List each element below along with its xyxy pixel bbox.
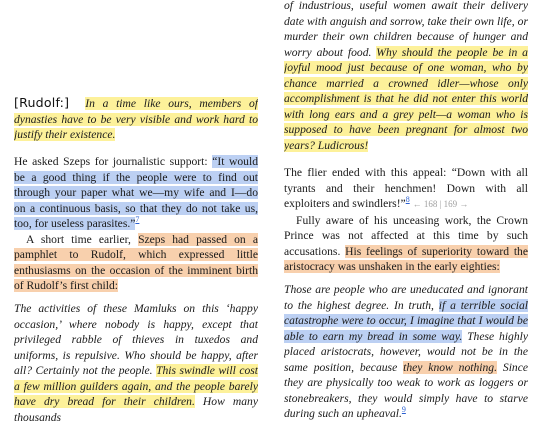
highlight-orange: Szeps had passed on a pamphlet to Rudolf, which expressed little enthusiasms on the occasion of the imminent birth of Rudolf’s first child: [14, 232, 258, 292]
right-page-column [284, 0, 528, 426]
text-run: He asked Szeps for journalistic support: [14, 155, 213, 168]
footnote-link-7[interactable]: 7 [135, 215, 140, 225]
highlight-blue: “It would be a good thing if the people were to find out through your paper what we—my wife and I—do on a continuous basis, so that they do not take us, too, for useless parasites.” [14, 155, 258, 230]
highlight-yellow: Why should the people be in a joyful mood just because of one woman, who by chance married a crowned idler—whose only accomplishment is that he did not enter this world with long ears and a grey pelt—a woman who is supposed to have been pregnant for almost two years? Ludicrous! [284, 45, 528, 152]
highlight-yellow: In a time like ours, members of dynasties have to be very visible and work hard to justify their existence. [14, 97, 258, 141]
speaker-label: [Rudolf:] [14, 95, 70, 110]
para-runs [284, 214, 528, 274]
page-break-marker: ← 168 | 169 → [412, 199, 469, 209]
quote-industrious-women [284, 0, 528, 153]
text-run: A short time earlier, [26, 232, 139, 246]
para-runs [14, 233, 258, 293]
quote-rudolf-dynasties [14, 95, 258, 143]
text-run: of industrious, useful women await their delivery date with anguish and sorrow, take their own life, or murder their own children because of hunger and worry about food. [284, 0, 528, 59]
text-run: Since they are physically too weak to work as loggers or stonebreakers, they would simply have to starve during such an upheaval. [284, 360, 528, 420]
quote-aristocrats [284, 282, 528, 422]
highlight-blue: if a terrible social catastrophe were to occur, I imagine that I would be able to earn my bread in some way. [284, 298, 528, 343]
footnote-link-8[interactable]: 8 [405, 195, 410, 205]
highlight-orange: they know nothing. [403, 360, 497, 374]
para-flier-appeal [284, 165, 528, 213]
para-runs [14, 302, 258, 424]
text-run: These highly placed aristocrats, however, would not be in the same position, because [284, 329, 528, 374]
text-run: Those are people who are uneducated and ignorant to the highest degree. In truth, [284, 283, 528, 312]
left-page-column [14, 0, 258, 426]
highlight-yellow: This swindle will cost a few million guilders again, and the people barely have dry bread for their children. [14, 364, 258, 408]
footnote-link-9[interactable]: 9 [401, 405, 406, 415]
para-pamphlet [14, 232, 258, 294]
para-runs [284, 283, 528, 420]
quote-mamluks [14, 301, 258, 425]
para-journalistic-support [14, 154, 258, 232]
text-run: The flier ended with this appeal: “Down with all tyrants and their henchmen! Down with all exploiters and swindlers!” [284, 166, 528, 210]
text-run: Fully aware of his unceasing work, the Crown Prince was not affected at this time by such accusations. [284, 213, 528, 258]
highlight-orange: His feelings of superiority toward the aristocracy was unshaken in the early eighties: [284, 244, 528, 273]
text-run: How many thousands [14, 395, 258, 424]
para-crown-prince [284, 213, 528, 275]
text-run: The activities of these Mamluks on this ‘happy occasion,’ where nobody is happy, except that privileged rabble of thieves in tuxedos and uniforms, is repulsive. Who should be happy, after all? Certainly not the people. [14, 302, 258, 377]
para-runs [284, 0, 528, 152]
